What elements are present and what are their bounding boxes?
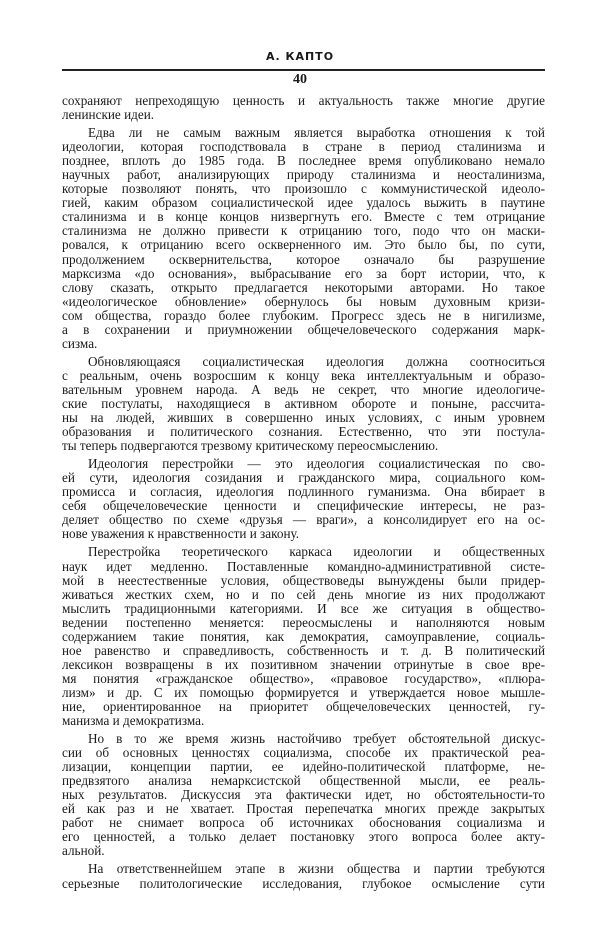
text-line: наук идет медленно. Поставленные командно-административной систе-: [62, 558, 545, 574]
text-line: ное равенство и справедливость, собственность и т. д. В политический: [62, 642, 545, 658]
text-line: На ответственнейшем этапе в жизни общества и партии требуются: [88, 861, 545, 877]
text-line: деляет общество по схеме «друзья — враги», а консолидирует его на ос-: [62, 512, 545, 528]
header-rule: [62, 69, 545, 71]
text-line: мя понятия «гражданское общество», «правовое государство», «плюра-: [62, 670, 545, 686]
text-line: себя общечеловеческие ценности и специфические интересы, не раз-: [62, 498, 545, 514]
text-line: научных работ, анализирующих природу сталинизма и неосталинизма,: [62, 167, 545, 183]
text-line: сталинизма не должно привести к отрицанию того, подо что он маски-: [62, 223, 545, 239]
text-line: ские постулаты, находящиеся в активном обороте и поныне, рассчита-: [62, 395, 545, 411]
text-line: мыслить традиционными категориями. И все же ситуация в общество-: [62, 600, 545, 616]
running-head-author: А. КАПТО: [265, 50, 335, 63]
text-line: гией, каким образом социалистической идее удалось выжить в паутине: [62, 195, 545, 211]
text-line: серьезные политологические исследования, глубокое осмысление сути: [62, 875, 545, 891]
text-line: его ценностей, а только делает постановку этого вопроса более акту-: [62, 829, 545, 845]
text-line: сталинизма и в конце концов низвергнуть его. Вместе с тем отрицание: [62, 209, 545, 225]
text-line: марксизма «до основания», выбрасывание его за борт истории, что, к: [62, 265, 545, 281]
text-line: «идеологическое обновление» обернулось бы новым духовным кризи-: [62, 293, 545, 309]
text-line: ровался, к отрицанию всего оскверненного им. Это было бы, по сути,: [62, 237, 545, 253]
text-line: ленинские идеи.: [62, 107, 155, 123]
text-line: нове уважения к нравственности и закону.: [62, 526, 300, 542]
text-line: сохраняют непреходящую ценность и актуальность также многие другие: [62, 93, 545, 108]
text-line: Идеология перестройки — это идеология социалистическая по сво-: [88, 456, 545, 472]
text-line: Но в то же время жизнь настойчиво требует обстоятельной дискус-: [88, 731, 545, 747]
text-line: образования и политического сознания. Естественно, что эти постула-: [62, 424, 545, 440]
text-line: которые позволяют понять, что произошло с коммунистической идеоло-: [62, 181, 545, 197]
text-line: Перестройка теоретического каркаса идеологии и общественных: [88, 544, 545, 560]
paragraph: [62, 126, 545, 351]
text-line: сом общества, гораздо более глубоким. Прогресс здесь не в нигилизме,: [62, 307, 545, 323]
text-line: предвзятого анализа немарксистской общественной мысли, ее реаль-: [62, 773, 545, 789]
text-line: сии об основных ценностях социализма, способе их практической реа-: [62, 745, 545, 761]
paragraph: [62, 862, 545, 890]
text-line: вательным уровнем народа. А ведь не секрет, что многие идеологиче-: [62, 381, 545, 397]
text-line: ты теперь подвергаются трезвому критическому переосмыслению.: [62, 438, 439, 454]
text-line: ных результатов. Дискуссия эта фактически идет, но обстоятельности-то: [62, 787, 545, 803]
text-line: сизма.: [62, 335, 98, 351]
paragraph: [62, 545, 545, 728]
text-line: ей сути, идеология созидания и гражданского мира, социального ком-: [62, 470, 545, 486]
paragraph: [62, 94, 545, 122]
text-line: позднее, вплоть до 1985 года. В последнее время опубликовано немало: [62, 153, 545, 169]
text-line: работ не снимает вопроса об источниках обоснования социализма и: [62, 815, 545, 831]
page-number: 40: [293, 72, 307, 87]
text-line: ведении постепенно меняется: переосмыслены и наполняются новым: [62, 614, 545, 630]
text-line: Едва ли не самым важным является выработка отношения к той: [88, 125, 545, 141]
text-line: промисса и согласия, идеология подлинного гуманизма. Она вбирает в: [62, 484, 545, 500]
text-line: а в сохранении и приумножении общечеловеческого содержания марк-: [62, 321, 545, 337]
body-text: [62, 94, 545, 895]
text-line: ние, ориентированное на приоритет общечеловеческих ценностей, гу-: [62, 698, 545, 714]
text-line: манизма и демократизма.: [62, 713, 205, 729]
text-line: лизм» и др. С их помощью формируется и утверждается новое мышле-: [62, 684, 545, 700]
text-line: содержанием такие понятия, как демократия, самоуправление, социаль-: [62, 628, 545, 644]
text-line: ны на людей, живших в совершенно иных условиях, с иным уровнем: [62, 410, 545, 426]
text-line: лизации, концепции партии, ее идейно-политической платформе, не-: [62, 759, 545, 775]
text-line: альной.: [62, 843, 105, 859]
text-line: продолжением осквернительства, которое означало бы разрушение: [62, 251, 545, 267]
paragraph: [62, 457, 545, 541]
paragraph: [62, 732, 545, 858]
text-line: слову сказать, открыто предлагается некоторыми авторами. Но такое: [62, 279, 545, 295]
text-line: ей как раз и не хватает. Простая перепечатка многих прежде закрытых: [62, 801, 545, 817]
text-line: идеологии, которая господствовала в стране в период сталинизма и: [62, 139, 545, 155]
text-line: с реальным, очень возросшим к концу века интеллектуальным и образо-: [62, 367, 545, 383]
text-line: мой в неестественные условия, обществоведы вынуждены были придер-: [62, 572, 545, 588]
text-line: живаться жестких схем, но и по сей день многие из них продолжают: [62, 586, 545, 602]
paragraph: [62, 355, 545, 453]
text-line: Обновляющаяся социалистическая идеология должна соотноситься: [88, 353, 545, 369]
text-line: лексикон возвращены в их позитивном значении отринутые в свое вре-: [62, 656, 545, 672]
